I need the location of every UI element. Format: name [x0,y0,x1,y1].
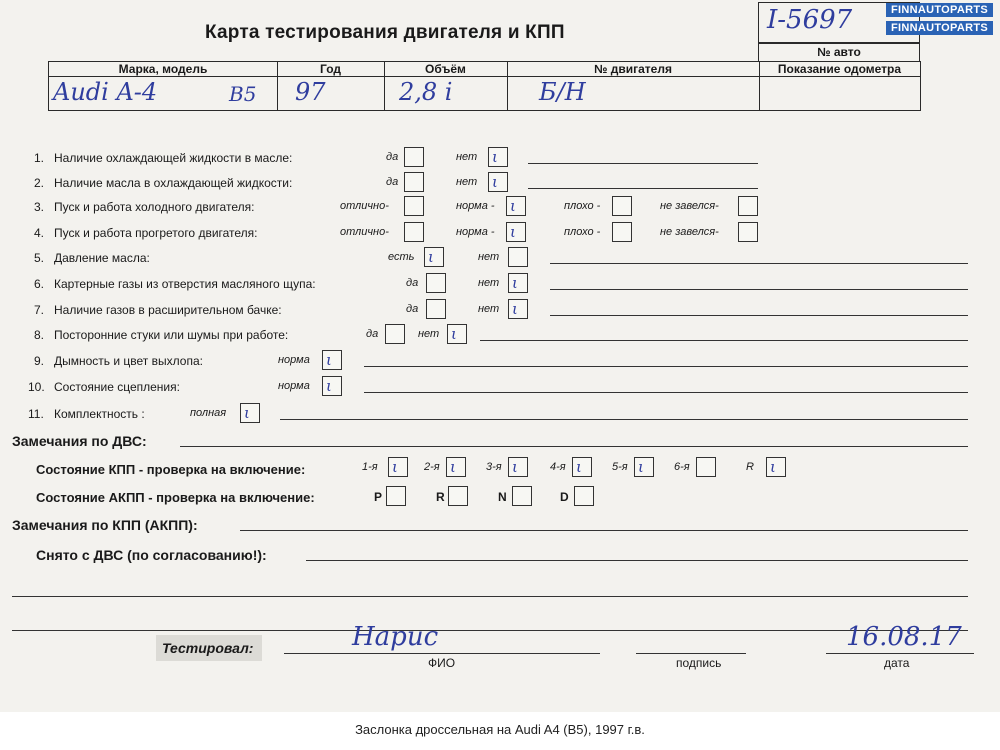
row-number: 10. [28,380,45,394]
akpp-gear-label: P [374,490,383,504]
signature-caption: подпись [676,656,722,670]
option-checkbox[interactable] [322,350,342,370]
akpp-gear-label: R [436,490,445,504]
akpp-gear-checkbox[interactable] [512,486,532,506]
removed-line-2 [12,596,968,597]
tick-mark: ι [512,458,518,476]
row-remark-line [480,340,968,341]
watermark-top: FINNAUTOPARTS [886,3,993,17]
option-checkbox[interactable] [426,299,446,319]
option-label: нет [456,176,478,188]
akpp-gear-label: D [560,490,569,504]
header-col-model: Марка, модель [118,62,208,76]
fio-caption: ФИО [428,656,456,670]
row-label: Наличие масла в охлаждающей жидкости: [54,176,293,190]
tested-label: Тестировал: [162,640,254,656]
page-title: Карта тестирования двигателя и КПП [205,22,565,43]
signature-line [636,653,746,654]
row-remark-line [364,366,968,367]
tested-label-cell [156,635,262,661]
tick-mark: ι [770,458,776,476]
tick-mark: ι [510,197,516,215]
row-remark-line [528,188,758,189]
option-checkbox[interactable] [447,324,467,344]
row-label: Дымность и цвет выхлопа: [54,354,203,368]
row-label: Наличие охлаждающей жидкости в масле: [54,151,293,165]
option-label: нет [478,251,500,263]
tick-mark: ι [450,458,456,476]
tick-mark: ι [510,223,516,241]
option-checkbox[interactable] [426,273,446,293]
row-remark-line [280,419,968,420]
row-number: 8. [34,328,45,342]
model-value: Audi A-4 [53,78,158,106]
gear-checkbox[interactable] [572,457,592,477]
option-label: да [406,277,419,289]
option-label: не завелся- [660,226,719,238]
volume-value: 2,8 i [399,78,453,106]
removed-line-1 [306,560,968,561]
gear-label: R [746,461,754,473]
option-checkbox[interactable] [404,172,424,192]
option-checkbox[interactable] [488,147,508,167]
akpp-gear-checkbox[interactable] [448,486,468,506]
tick-mark: ι [428,248,434,266]
option-checkbox[interactable] [508,299,528,319]
option-checkbox[interactable] [385,324,405,344]
option-checkbox[interactable] [240,403,260,423]
option-checkbox[interactable] [322,376,342,396]
option-label: есть [388,251,415,263]
date-line [826,653,974,654]
akpp-gear-label: N [498,490,507,504]
row-number: 4. [34,226,45,240]
option-checkbox[interactable] [612,196,632,216]
engine-remarks-label: Замечания по ДВС: [12,433,147,449]
gear-checkbox[interactable] [766,457,786,477]
option-checkbox[interactable] [488,172,508,192]
option-label: не завелся- [660,200,719,212]
option-label: норма [278,354,310,366]
gear-label: 5-я [612,461,628,473]
row-number: 6. [34,277,45,291]
option-checkbox[interactable] [424,247,444,267]
kpp-check-label: Состояние КПП - проверка на включение: [36,462,306,477]
model-variant-value: B5 [229,82,257,106]
row-remark-line [550,315,968,316]
row-label: Состояние сцепления: [54,380,180,394]
row-number: 11. [28,407,44,421]
option-checkbox[interactable] [506,222,526,242]
fio-line [284,653,600,654]
gear-checkbox[interactable] [634,457,654,477]
row-number: 2. [34,176,45,190]
row-number: 1. [34,151,45,165]
akpp-gear-checkbox[interactable] [386,486,406,506]
option-label: отлично- [340,226,389,238]
option-label: нет [478,277,500,289]
row-number: 7. [34,303,45,317]
row-remark-line [550,289,968,290]
gear-label: 1-я [362,461,378,473]
tick-mark: ι [512,300,518,318]
option-checkbox[interactable] [738,222,758,242]
header-col-odometer: Показание одометра [777,62,902,76]
option-checkbox[interactable] [404,222,424,242]
date-caption: дата [884,656,910,670]
gear-checkbox[interactable] [508,457,528,477]
option-label: полная [190,407,227,419]
row-number: 9. [34,354,45,368]
option-label: норма - [456,200,495,212]
header-col-year: Год [320,62,341,76]
removed-line-3 [12,630,968,631]
tick-mark: ι [492,148,498,166]
gear-label: 2-я [424,461,440,473]
engine-remarks-line [180,446,968,447]
tick-mark: ι [492,173,498,191]
year-value: 97 [295,78,326,106]
gear-label: 3-я [486,461,502,473]
option-checkbox[interactable] [508,247,528,267]
row-label: Картерные газы из отверстия масляного щупа: [54,277,316,291]
row-label: Посторонние стуки или шумы при работе: [54,328,289,342]
removed-label: Снято с ДВС (по согласованию!): [36,547,267,563]
akpp-gear-checkbox[interactable] [574,486,594,506]
kpp-remarks-line [240,530,968,531]
gear-label: 6-я [674,461,690,473]
tick-mark: ι [638,458,644,476]
option-label: нет [478,303,500,315]
tick-mark: ι [326,351,332,369]
row-label: Наличие газов в расширительном бачке: [54,303,282,317]
kpp-remarks-label: Замечания по КПП (АКПП): [12,517,198,533]
tick-mark: ι [576,458,582,476]
option-label: норма [278,380,310,392]
option-checkbox[interactable] [404,196,424,216]
car-number-label: № авто [817,45,861,59]
option-label: да [366,328,379,340]
tick-mark: ι [451,325,457,343]
option-checkbox[interactable] [404,147,424,167]
engine-number-value: Б/Н [539,78,586,106]
row-label: Давление масла: [54,251,150,265]
test-date: 16.08.17 [846,622,962,652]
row-remark-line [528,163,758,164]
gear-label: 4-я [550,461,566,473]
row-label: Комплектность : [54,407,145,421]
tick-mark: ι [244,404,250,422]
row-remark-line [364,392,968,393]
header-table [48,61,921,111]
option-label: плохо - [564,226,601,238]
row-number: 3. [34,200,45,214]
option-label: нет [418,328,440,340]
tick-mark: ι [326,377,332,395]
option-checkbox[interactable] [508,273,528,293]
car-number-label-cell [758,42,920,62]
option-label: да [406,303,419,315]
option-checkbox[interactable] [738,196,758,216]
row-label: Пуск и работа прогретого двигателя: [54,226,258,240]
tick-mark: ι [512,274,518,292]
gear-checkbox[interactable] [446,457,466,477]
option-label: плохо - [564,200,601,212]
header-col-volume: Объём [425,62,466,76]
tester-name: Нарис [352,622,439,652]
option-label: отлично- [340,200,389,212]
row-label: Пуск и работа холодного двигателя: [54,200,255,214]
option-label: нет [456,151,478,163]
image-caption: Заслонка дроссельная на Audi A4 (B5), 1997 г.в. [355,722,645,737]
tick-mark: ι [392,458,398,476]
row-remark-line [550,263,968,264]
option-label: да [386,151,399,163]
watermark-bottom: FINNAUTOPARTS [886,21,993,35]
header-col-engine-number: № двигателя [594,62,672,76]
row-number: 5. [34,251,45,265]
akpp-check-label: Состояние АКПП - проверка на включение: [36,490,315,505]
gear-checkbox[interactable] [388,457,408,477]
option-label: норма - [456,226,495,238]
option-label: да [386,176,399,188]
option-checkbox[interactable] [612,222,632,242]
option-checkbox[interactable] [506,196,526,216]
gear-checkbox[interactable] [696,457,716,477]
car-number-value: I-5697 [767,5,853,35]
